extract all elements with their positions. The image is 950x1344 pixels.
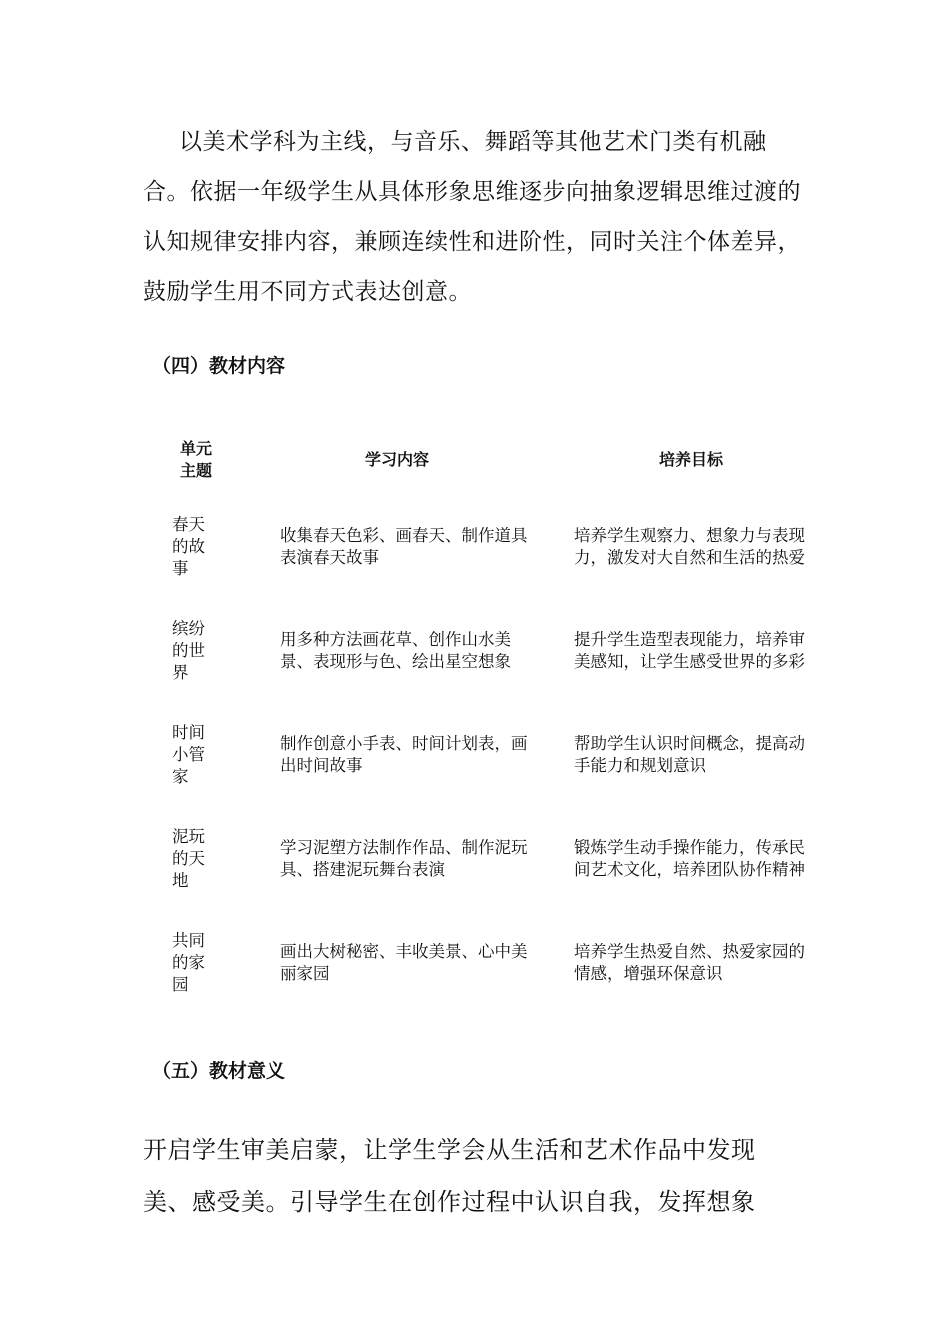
header-unit: 单元主题 [179,439,212,480]
row-unit: 共同的家园 [172,931,205,994]
row-goal: 提升学生造型表现能力，培养审美感知，让学生感受世界的多彩 [574,630,805,671]
section-heading-content: （四）教材内容 [152,355,286,377]
table-row [152,807,832,911]
header-goal: 培养目标 [658,450,723,469]
row-goal: 帮助学生认识时间概念，提高动手能力和规划意识 [574,734,805,775]
row-goal: 锻炼学生动手操作能力，传承民间艺术文化，培养团队协作精神 [574,838,805,879]
closing-paragraph: 开启学生审美启蒙，让学生学会从生活和艺术作品中发现美、感受美。引导学生在创作过程中认识自我，发挥想象 [143,1136,756,1216]
row-unit: 时间小管家 [172,723,205,786]
table-header-row [152,425,832,495]
row-content: 画出大树秘密、丰收美景、心中美丽家园 [280,942,528,983]
table-row [152,495,832,599]
intro-paragraph: 以美术学科为主线，与音乐、舞蹈等其他艺术门类有机融合。依据一年级学生从具体形象思维逐步向抽象逻辑思维过渡的认知规律安排内容，兼顾连续性和进阶性，同时关注个体差异，鼓励学生用不同方式表达创意。 [143,129,801,305]
row-goal: 培养学生观察力、想象力与表现力，激发对大自然和生活的热爱 [574,526,805,567]
section-heading-significance: （五）教材意义 [152,1060,286,1082]
row-content: 收集春天色彩、画春天、制作道具表演春天故事 [280,526,528,567]
row-unit: 泥玩的天地 [172,827,205,890]
row-goal: 培养学生热爱自然、热爱家园的情感，增强环保意识 [574,942,805,983]
row-content: 学习泥塑方法制作作品、制作泥玩具、搭建泥玩舞台表演 [280,838,528,879]
row-unit: 缤纷的世界 [172,619,205,682]
table-row [152,911,832,1015]
row-content: 制作创意小手表、时间计划表，画出时间故事 [280,734,528,775]
header-content: 学习内容 [364,450,429,469]
table-row [152,703,832,807]
row-unit: 春天的故事 [172,515,205,578]
content-table [152,425,832,1015]
row-content: 用多种方法画花草、创作山水美景、表现形与色、绘出星空想象 [280,630,511,671]
table-row [152,599,832,703]
